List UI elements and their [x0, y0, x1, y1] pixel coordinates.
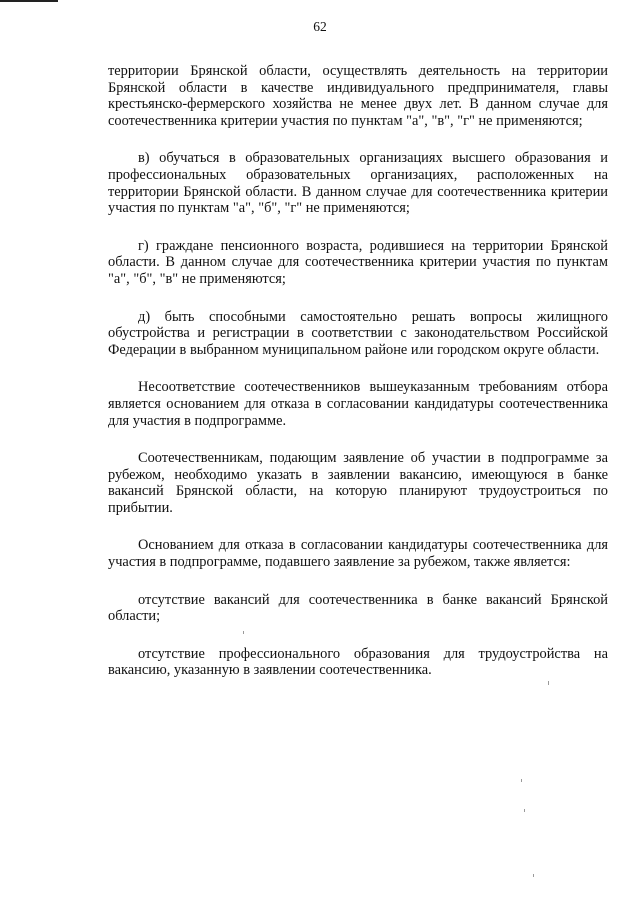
top-edge-rule: [0, 0, 58, 2]
scan-speck: [533, 874, 534, 877]
scan-speck: [243, 631, 244, 634]
paragraph-no-vacancies: отсутствие вакансий для соотечественника в банке вакансий Брянской области;: [108, 591, 608, 625]
paragraph-mismatch: Несоответствие соотечественников вышеуказанным требованиям отбора является основанием для отказа в согласовании кандидатуры соотечественника для участия в подпрограмме.: [108, 379, 608, 429]
paragraph-refusal-grounds: Основанием для отказа в согласовании кандидатуры соотечественника для участия в подпрограмме, подавшего заявление за рубежом, также является:: [108, 537, 608, 571]
paragraph-vacancy: Соотечественникам, подающим заявление об участии в подпрограмме за рубежом, необходимо указать в заявлении вакансию, имеющуюся в банке вакансий Брянской области, на которую планируют трудоустроиться по прибытии.: [108, 450, 608, 516]
scan-speck: [548, 681, 549, 685]
page-body: [108, 63, 608, 700]
paragraph-no-education: отсутствие профессионального образования для трудоустройства на вакансию, указанную в заявлении соотечественника.: [108, 645, 608, 679]
scan-speck: [524, 809, 525, 812]
paragraph-item-g: г) граждане пенсионного возраста, родившиеся на территории Брянской области. В данном случае для соотечественника критерии участия по пунктам "а", "б", "в" не применяются;: [108, 237, 608, 287]
paragraph-continuation: территории Брянской области, осуществлять деятельность на территории Брянской области в качестве индивидуального предпринимателя, главы крестьянско-фермерского хозяйства не менее двух лет. В данном случае для соотечественника критерии участия по пунктам "а", "в", "г" не применяются;: [108, 63, 608, 129]
paragraph-item-v: в) обучаться в образовательных организациях высшего образования и профессиональных образовательных организациях, расположенных на территории Брянской области. В данном случае для соотечественника критерии участия по пунктам "а", "б", "г" не применяются;: [108, 150, 608, 217]
paragraph-item-d: д) быть способными самостоятельно решать вопросы жилищного обустройства и регистрации в соответствии с законодательством Российской Федерации в выбранном муниципальном районе или городском округе области.: [108, 308, 608, 358]
scan-speck: [521, 779, 522, 782]
page-number: 62: [313, 19, 327, 34]
